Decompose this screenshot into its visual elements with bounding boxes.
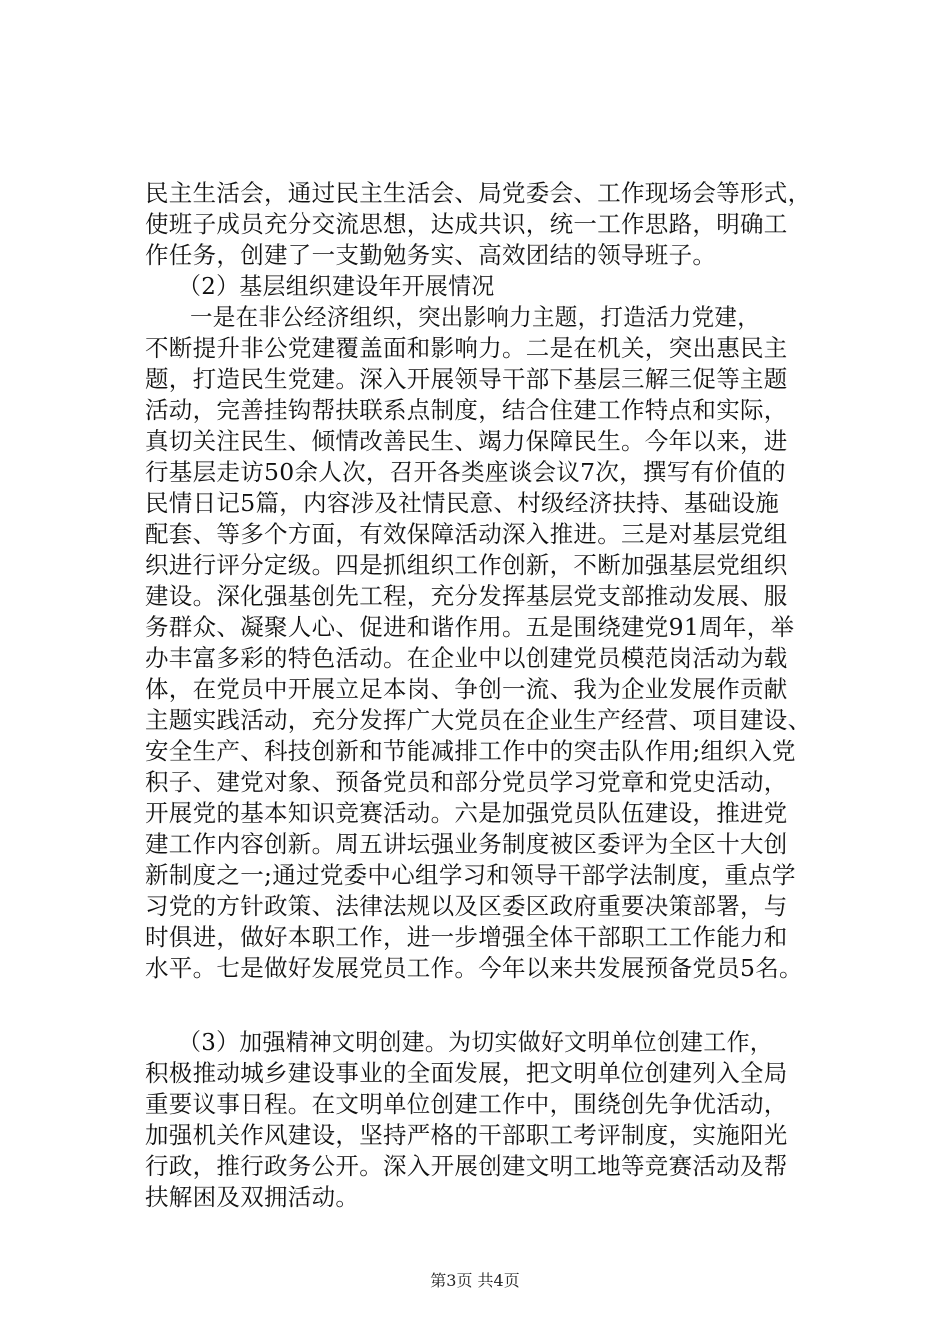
text-line: 织进行评分定级。四是抓组织工作创新，不断加强基层党组织: [145, 551, 788, 579]
text-line: 一是在非公经济组织，突出影响力主题，打造活力党建，: [190, 303, 761, 331]
section-heading: （2）基层组织建设年开展情况: [178, 272, 495, 300]
text-line: 扶解困及双拥活动。: [145, 1183, 360, 1211]
text-line: 行基层走访50余人次，召开各类座谈会议7次，撰写有价值的: [145, 458, 786, 486]
text-line: 建工作内容创新。周五讲坛强业务制度被区委评为全区十大创: [145, 830, 788, 858]
text-line: 时俱进，做好本职工作，进一步增强全体干部职工工作能力和: [145, 923, 788, 951]
text-line: 建设。深化强基创先工程，充分发挥基层党支部推动发展、服: [145, 582, 788, 610]
text-line: 民情日记5篇，内容涉及社情民意、村级经济扶持、基础设施: [145, 489, 780, 517]
text-line: 真切关注民生、倾情改善民生、竭力保障民生。今年以来，进: [145, 427, 788, 455]
text-line: 开展党的基本知识竞赛活动。六是加强党员队伍建设，推进党: [145, 799, 788, 827]
text-line: 题，打造民生党建。深入开展领导干部下基层三解三促等主题: [145, 365, 788, 393]
text-line: 新制度之一;通过党委中心组学习和领导干部学法制度，重点学: [145, 861, 796, 889]
text-line: 配套、等多个方面，有效保障活动深入推进。三是对基层党组: [145, 520, 788, 548]
text-line: 习党的方针政策、法律法规以及区委区政府重要决策部署，与: [145, 892, 788, 920]
text-line: 办丰富多彩的特色活动。在企业中以创建党员模范岗活动为载: [145, 644, 788, 672]
text-line: 使班子成员充分交流思想，达成共识，统一工作思路，明确工: [145, 210, 788, 238]
text-line: 加强机关作风建设，坚持严格的干部职工考评制度，实施阳光: [145, 1121, 788, 1149]
text-line: 水平。七是做好发展党员工作。今年以来共发展预备党员5名。: [145, 954, 803, 982]
text-line: 积子、建党对象、预备党员和部分党员学习党章和党史活动，: [145, 768, 788, 796]
text-line: 行政，推行政务公开。深入开展创建文明工地等竞赛活动及帮: [145, 1152, 788, 1180]
text-line: 积极推动城乡建设事业的全面发展，把文明单位创建列入全局: [145, 1059, 788, 1087]
text-line: 不断提升非公党建覆盖面和影响力。二是在机关，突出惠民主: [145, 334, 788, 362]
text-line: 安全生产、科技创新和节能减排工作中的突击队作用;组织入党: [145, 737, 796, 765]
text-line: 民主生活会，通过民主生活会、局党委会、工作现场会等形式，: [145, 179, 812, 207]
text-line: 活动，完善挂钩帮扶联系点制度，结合住建工作特点和实际，: [145, 396, 788, 424]
text-line: 体，在党员中开展立足本岗、争创一流、我为企业发展作贡献: [145, 675, 788, 703]
text-line: 作任务，创建了一支勤勉务实、高效团结的领导班子。: [145, 241, 717, 269]
text-line: （3）加强精神文明创建。为切实做好文明单位创建工作，: [178, 1028, 774, 1056]
text-line: 重要议事日程。在文明单位创建工作中，围绕创先争优活动，: [145, 1090, 788, 1118]
page-number-footer: 第3页 共4页: [430, 1271, 520, 1290]
text-line: 务群众、凝聚人心、促进和谐作用。五是围绕建党91周年，举: [145, 613, 795, 641]
text-line: 主题实践活动，充分发挥广大党员在企业生产经营、项目建设、: [145, 706, 812, 734]
